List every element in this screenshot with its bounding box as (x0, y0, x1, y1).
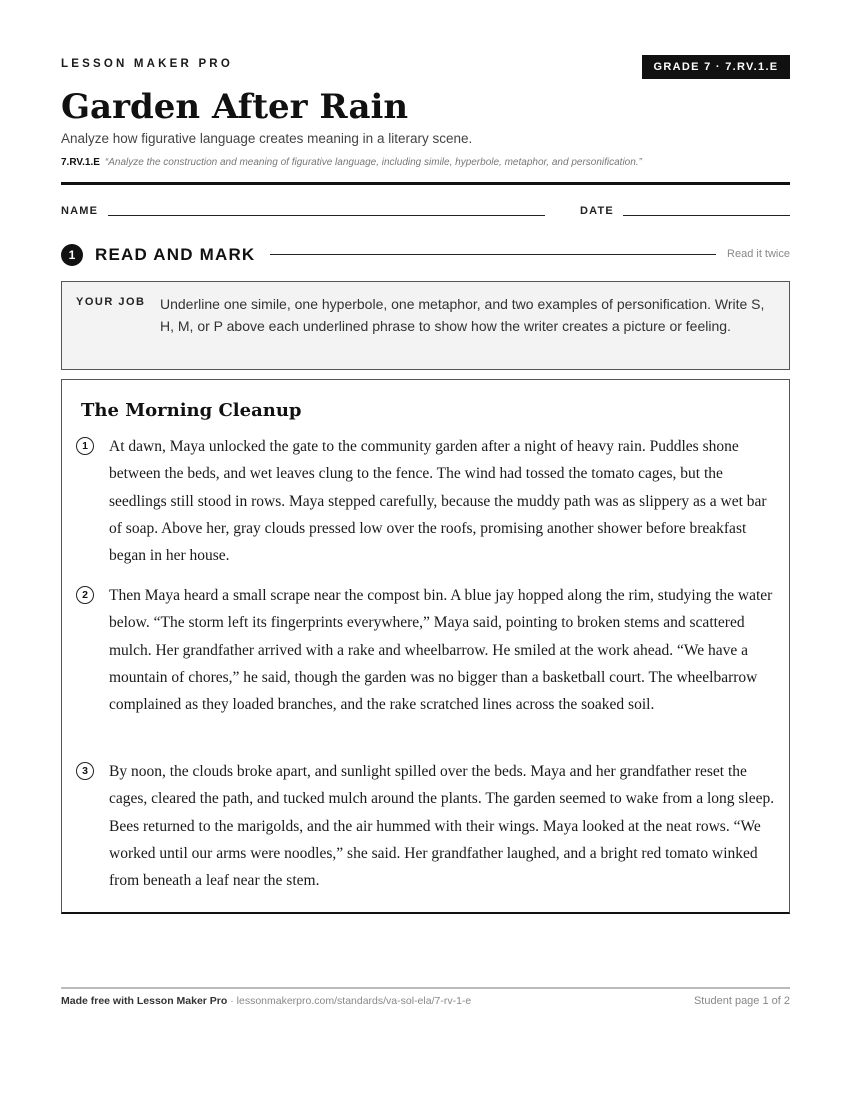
footer-separator: · (227, 995, 237, 1007)
page-subtitle: Analyze how figurative language creates meaning in a literary scene. (61, 131, 473, 146)
standard-description: “Analyze the construction and meaning of figurative language, including simile, hyperbole, metaphor, and personification.” (104, 157, 642, 168)
passage-paragraph (82, 433, 777, 569)
paragraph-number: 2 (76, 586, 94, 604)
footer-credit (61, 995, 471, 1007)
paragraph-text: Then Maya heard a small scrape near the compost bin. A blue jay hopped along the rim, studying the water below. “The storm left its fingerprints everywhere,” Maya said, pointing to broken stems and scattered mulch. Her grandfather arrived with a rake and wheelbarrow. He smiled at the work ahead. “We have a mountain of chores,” he said, though the garden was no bigger than a basketball court. The wheelbarrow complained as they loaded branches, and the rake scratched lines across the soaked soil. (109, 587, 773, 714)
date-field[interactable] (623, 215, 790, 216)
date-label: DATE (580, 205, 614, 217)
paragraph-text: By noon, the clouds broke apart, and sunlight spilled over the beds. Maya and her grandfather reset the cages, cleared the path, and tucked mulch around the plants. The garden seemed to wake from a long sleep. Bees returned to the marigolds, and the air hummed with their wings. Maya looked at the neat rows. “We worked until our arms were noodles,” she said. Her grandfather laughed, and a bright red tomato winked from beneath a leaf near the stem. (109, 763, 775, 890)
passage-box (61, 379, 790, 914)
footer-made-with: Made free with Lesson Maker Pro (61, 995, 228, 1007)
passage-title: The Morning Cleanup (81, 400, 302, 421)
instructions-label: YOUR JOB (76, 296, 146, 308)
name-field[interactable] (108, 215, 545, 216)
standard-code: 7.RV.1.E (61, 157, 100, 168)
name-label: NAME (61, 205, 99, 217)
paragraph-text: At dawn, Maya unlocked the gate to the community garden after a night of heavy rain. Puddles shone between the beds, and wet leaves clung to the fence. The wind had tossed the tomato cages, but the seedlings still stood in rows. Maya stepped carefully, because the muddy path was as slippery as a wet bar of soap. Above her, gray clouds pressed low over the roofs, promising another shower before breakfast began in her house. (109, 438, 767, 565)
standard-reference (61, 157, 642, 168)
paragraph-number: 1 (76, 437, 94, 455)
grade-badge: GRADE 7 · 7.RV.1.E (642, 55, 790, 79)
section-note: Read it twice (727, 248, 790, 260)
section-divider (270, 254, 716, 255)
instructions-box (61, 281, 790, 370)
page-title: Garden After Rain (61, 87, 409, 127)
instructions-text: Underline one simile, one hyperbole, one metaphor, and two examples of personification. Write S, H, M, or P above each underlined phrase to show how the writer creates a picture or feeling. (160, 296, 765, 334)
paragraph-number: 3 (76, 762, 94, 780)
passage-paragraph (82, 582, 777, 718)
section-title: READ AND MARK (95, 245, 256, 264)
passage-paragraph (82, 758, 777, 894)
header-divider (61, 182, 790, 185)
section-number-badge: 1 (61, 244, 83, 266)
footer-page-number: Student page 1 of 2 (693, 995, 790, 1007)
footer-divider (61, 987, 790, 989)
footer-url[interactable]: lessonmakerpro.com/standards/va-sol-ela/7-rv-1-e (236, 995, 472, 1007)
brand-name: LESSON MAKER PRO (61, 58, 233, 70)
